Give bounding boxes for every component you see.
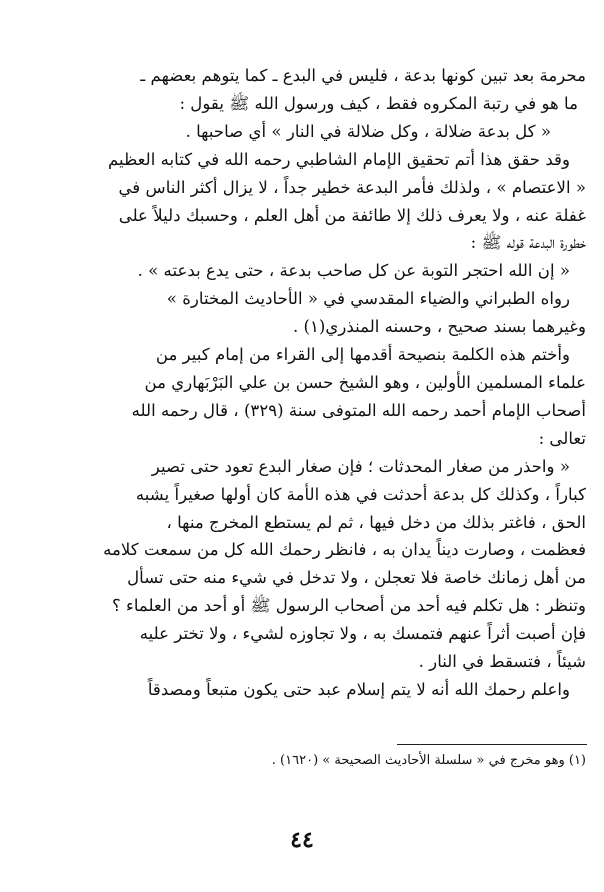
text-line: محرمة بعد تبين كونها بدعة ، فليس في البدع ـ كما يتوهم بعضهم ـ xyxy=(140,66,586,85)
quote-line: « واحذر من صغار المحدثات ؛ فإن صغار البدع تعود حتى تصير xyxy=(151,456,570,476)
quote-line: فإن أصبت أثراً عنهم فتمسك به ، ولا تجاوزه لشيء ، ولا تختر عليه xyxy=(139,624,586,644)
quote-line: كباراً ، وكذلك كل بدعة أحدثت في هذه الأمة كان أولها صغيراً يشبه xyxy=(135,484,586,504)
text-line: « الاعتصام » ، ولذلك فأمر البدعة خطير جداً ، لا يزال أكثر الناس في xyxy=(118,177,586,197)
page-number: ٤٤ xyxy=(290,827,314,853)
text-line: علماء المسلمين الأولين ، وهو الشيخ حسن بن علي البَرْبَهاري من xyxy=(144,372,586,392)
text-line: ما هو في رتبة المكروه فقط ، كيف ورسول الله ﷺ يقول : xyxy=(179,93,578,113)
text-line: رواه الطبراني والضياء المقدسي في « الأحاديث المختارة » xyxy=(166,289,570,309)
text-line: تعالى : xyxy=(538,428,586,448)
text-line: وغيرهما بسند صحيح ، وحسنه المنذري(١) . xyxy=(292,317,586,337)
text-line: وقد حقق هذا أتم تحقيق الإمام الشاطبي رحمه الله في كتابه العظيم xyxy=(108,149,570,169)
hadith-line: « كل بدعة ضلالة ، وكل ضلالة في النار » أي صاحبها . xyxy=(185,121,551,141)
text-line: غفلة عنه ، ولا يعرف ذلك إلا طائفة من أهل العلم ، وحسبك دليلاً على xyxy=(118,205,586,225)
footnote: (١) وهو مخرج في « سلسلة الأحاديث الصحيحة » (١٦٢٠) . xyxy=(271,753,586,768)
text-line: وأختم هذه الكلمة بنصيحة أقدمها إلى القراء من إمام كبير من xyxy=(155,345,570,365)
hadith-line: « إن الله احتجر التوبة عن كل صاحب بدعة ، حتى يدع بدعته » . xyxy=(137,261,570,281)
quote-line: الحق ، فاغتر بذلك من دخل فيها ، ثم لم يستطع المخرج منها ، xyxy=(166,512,586,532)
main-text xyxy=(26,62,586,704)
text-line: واعلم رحمك الله أنه لا يتم إسلام عبد حتى يكون متبعاً ومصدقاً xyxy=(147,679,570,699)
footnote-divider xyxy=(397,744,587,745)
text-line: خطورة البدعة قوله ﷺ : xyxy=(470,233,586,253)
quote-line: شيئاً ، فتسقط في النار . xyxy=(418,652,586,672)
text-line: أصحاب الإمام أحمد رحمه الله المتوفى سنة (٣٢٩) ، قال رحمه الله xyxy=(131,400,586,420)
quote-line: من أهل زمانك خاصة فلا تعجلن ، ولا تدخل في شيء منه حتى تسأل xyxy=(127,568,586,588)
quote-line: فعظمت ، وصارت ديناً يدان به ، فانظر رحمك الله كل من سمعت كلامه xyxy=(103,540,586,560)
quote-line: وتنظر : هل تكلم فيه أحد من أصحاب الرسول ﷺ أو أحد من العلماء ؟ xyxy=(111,596,586,616)
